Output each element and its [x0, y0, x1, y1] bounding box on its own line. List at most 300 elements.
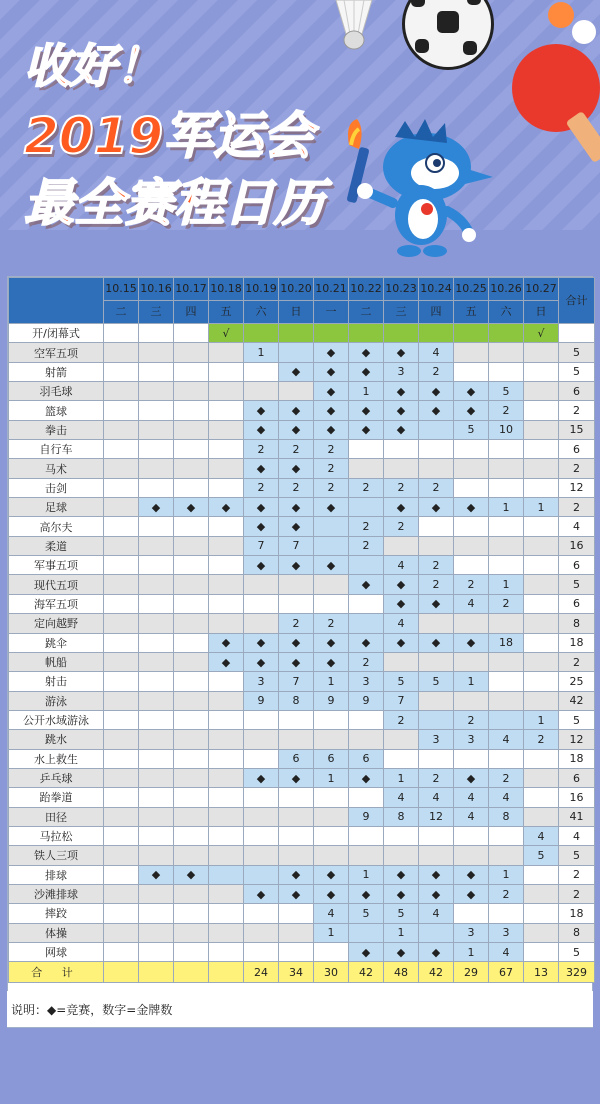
schedule-cell: 2: [314, 459, 349, 478]
schedule-cell: [139, 594, 174, 613]
schedule-cell: [104, 691, 139, 710]
schedule-cell: [174, 575, 209, 594]
schedule-cell: [279, 730, 314, 749]
schedule-cell: 7: [279, 672, 314, 691]
sport-name-cell: 高尔夫: [9, 517, 104, 536]
schedule-cell: [139, 633, 174, 652]
schedule-cell: [104, 904, 139, 923]
schedule-cell: [489, 614, 524, 633]
schedule-cell: [174, 594, 209, 613]
sport-name-cell: 马拉松: [9, 826, 104, 845]
schedule-cell: ◆: [349, 401, 384, 420]
schedule-cell: ◆: [314, 401, 349, 420]
schedule-cell: ◆: [419, 594, 454, 613]
row-total-cell: 16: [559, 788, 595, 807]
table-row: [9, 575, 595, 594]
schedule-cell: [244, 362, 279, 381]
schedule-cell: [139, 614, 174, 633]
schedule-cell: [139, 362, 174, 381]
date-header-10.15: 10.15: [104, 278, 139, 301]
schedule-cell: ◆: [454, 768, 489, 787]
date-header-10.19: 10.19: [244, 278, 279, 301]
date-header-10.17: 10.17: [174, 278, 209, 301]
schedule-cell: [314, 730, 349, 749]
schedule-cell: 2: [489, 401, 524, 420]
schedule-cell: [139, 923, 174, 942]
schedule-cell: [104, 730, 139, 749]
schedule-cell: [174, 730, 209, 749]
row-total-cell: 16: [559, 536, 595, 555]
sport-name-cell: 海军五项: [9, 594, 104, 613]
schedule-cell: 2: [314, 614, 349, 633]
schedule-cell: [104, 324, 139, 343]
schedule-cell: [314, 575, 349, 594]
row-total-cell: 18: [559, 904, 595, 923]
schedule-cell: [209, 594, 244, 613]
schedule-cell: [174, 343, 209, 362]
schedule-cell: [454, 440, 489, 459]
schedule-cell: 18: [489, 633, 524, 652]
schedule-cell: [244, 846, 279, 865]
schedule-cell: [104, 768, 139, 787]
daily-total-cell: 67: [489, 962, 524, 983]
schedule-cell: [349, 730, 384, 749]
schedule-cell: 2: [279, 614, 314, 633]
schedule-cell: [104, 846, 139, 865]
sport-name-cell: 田径: [9, 807, 104, 826]
schedule-cell: [419, 420, 454, 439]
schedule-cell: 3: [489, 923, 524, 942]
schedule-cell: ◆: [349, 884, 384, 903]
schedule-cell: 1: [489, 865, 524, 884]
table-row: [9, 865, 595, 884]
schedule-cell: 4: [489, 730, 524, 749]
schedule-cell: ◆: [384, 594, 419, 613]
schedule-cell: [104, 401, 139, 420]
schedule-cell: [419, 614, 454, 633]
schedule-cell: ◆: [384, 401, 419, 420]
row-total-cell: 41: [559, 807, 595, 826]
schedule-cell: 4: [454, 788, 489, 807]
row-total-cell: 25: [559, 672, 595, 691]
table-row: [9, 846, 595, 865]
schedule-cell: [489, 324, 524, 343]
schedule-cell: [314, 710, 349, 729]
schedule-cell: [139, 826, 174, 845]
schedule-cell: [174, 672, 209, 691]
schedule-cell: [209, 846, 244, 865]
schedule-cell: [174, 788, 209, 807]
schedule-cell: ◆: [454, 382, 489, 401]
schedule-cell: 4: [454, 594, 489, 613]
schedule-cell: [139, 788, 174, 807]
sport-name-cell: 跳伞: [9, 633, 104, 652]
schedule-cell: 3: [454, 730, 489, 749]
schedule-cell: ◆: [244, 420, 279, 439]
schedule-cell: [104, 633, 139, 652]
schedule-cell: 4: [489, 788, 524, 807]
banner-title-line3: 最全赛程日历: [24, 174, 324, 232]
schedule-cell: 8: [384, 807, 419, 826]
schedule-cell: [104, 614, 139, 633]
schedule-cell: [139, 517, 174, 536]
schedule-cell: ◆: [454, 401, 489, 420]
daily-total-cell: 24: [244, 962, 279, 983]
sport-name-cell: 网球: [9, 943, 104, 962]
table-row: [9, 943, 595, 962]
schedule-cell: [489, 652, 524, 671]
row-total-cell: 2: [559, 401, 595, 420]
schedule-cell: 4: [489, 943, 524, 962]
schedule-cell: [209, 807, 244, 826]
schedule-cell: ◆: [384, 575, 419, 594]
schedule-cell: [139, 575, 174, 594]
schedule-cell: 1: [384, 923, 419, 942]
schedule-cell: [174, 536, 209, 555]
schedule-cell: [384, 652, 419, 671]
banner-title-line1: 收好！: [24, 39, 162, 93]
sport-name-cell: 空军五项: [9, 343, 104, 362]
schedule-cell: [139, 846, 174, 865]
schedule-cell: [454, 556, 489, 575]
weekday-header: 二: [104, 301, 139, 324]
schedule-cell: [209, 943, 244, 962]
sport-name-cell: 篮球: [9, 401, 104, 420]
table-row: [9, 401, 595, 420]
date-header-10.21: 10.21: [314, 278, 349, 301]
schedule-cell: [209, 710, 244, 729]
schedule-cell: ◆: [419, 382, 454, 401]
schedule-cell: [279, 788, 314, 807]
schedule-cell: [419, 691, 454, 710]
schedule-cell: [454, 459, 489, 478]
schedule-cell: [104, 788, 139, 807]
schedule-cell: [279, 904, 314, 923]
row-total-cell: 6: [559, 382, 595, 401]
row-total-cell: 2: [559, 884, 595, 903]
row-total-cell: [559, 324, 595, 343]
schedule-cell: ◆: [174, 865, 209, 884]
schedule-cell: [489, 749, 524, 768]
schedule-cell: [489, 556, 524, 575]
schedule-cell: [209, 768, 244, 787]
row-total-cell: 2: [559, 498, 595, 517]
schedule-cell: ◆: [244, 498, 279, 517]
schedule-cell: [384, 440, 419, 459]
schedule-cell: [104, 459, 139, 478]
sport-name-cell: 跳水: [9, 730, 104, 749]
schedule-cell: 8: [279, 691, 314, 710]
schedule-cell: 2: [349, 536, 384, 555]
schedule-cell: ◆: [314, 382, 349, 401]
schedule-cell: [209, 478, 244, 497]
schedule-cell: 4: [384, 614, 419, 633]
schedule-cell: [349, 788, 384, 807]
schedule-cell: 1: [454, 943, 489, 962]
row-total-cell: 42: [559, 691, 595, 710]
schedule-cell: [419, 517, 454, 536]
schedule-cell: [209, 884, 244, 903]
schedule-cell: [279, 846, 314, 865]
schedule-cell: 5: [489, 382, 524, 401]
schedule-cell: [279, 382, 314, 401]
sport-name-cell: 击剑: [9, 478, 104, 497]
schedule-cell: [489, 478, 524, 497]
schedule-cell: [174, 652, 209, 671]
schedule-cell: 4: [454, 807, 489, 826]
schedule-cell: [174, 904, 209, 923]
sport-name-cell: 定向越野: [9, 614, 104, 633]
table-row: [9, 768, 595, 787]
table-row: [9, 517, 595, 536]
schedule-cell: [419, 923, 454, 942]
schedule-cell: [524, 459, 559, 478]
schedule-cell: [174, 807, 209, 826]
schedule-cell: [384, 749, 419, 768]
schedule-cell: [104, 884, 139, 903]
schedule-cell: [524, 672, 559, 691]
schedule-cell: 12: [419, 807, 454, 826]
schedule-cell: [209, 343, 244, 362]
schedule-cell: ◆: [244, 517, 279, 536]
schedule-cell: ◆: [279, 498, 314, 517]
daily-total-cell: 48: [384, 962, 419, 983]
schedule-cell: 10: [489, 420, 524, 439]
schedule-cell: [489, 826, 524, 845]
schedule-cell: [244, 614, 279, 633]
sport-name-cell: 射箭: [9, 362, 104, 381]
daily-total-cell: [174, 962, 209, 983]
schedule-cell: 8: [489, 807, 524, 826]
schedule-cell: 2: [384, 710, 419, 729]
row-total-cell: 5: [559, 943, 595, 962]
sport-name-cell: 马术: [9, 459, 104, 478]
schedule-cell: 4: [384, 788, 419, 807]
schedule-cell: [454, 749, 489, 768]
schedule-cell: [419, 826, 454, 845]
table-row: [9, 343, 595, 362]
schedule-cell: 1: [524, 498, 559, 517]
schedule-cell: [174, 943, 209, 962]
weekday-header: 日: [524, 301, 559, 324]
schedule-cell: [349, 846, 384, 865]
weekday-header: 一: [314, 301, 349, 324]
schedule-cell: [419, 536, 454, 555]
schedule-cell: [244, 324, 279, 343]
table-row: [9, 923, 595, 942]
schedule-cell: ◆: [419, 498, 454, 517]
schedule-cell: ◆: [314, 556, 349, 575]
schedule-cell: [174, 556, 209, 575]
schedule-cell: [384, 324, 419, 343]
schedule-cell: 5: [524, 846, 559, 865]
schedule-cell: [139, 884, 174, 903]
schedule-cell: [524, 536, 559, 555]
schedule-cell: ◆: [244, 633, 279, 652]
schedule-cell: [524, 382, 559, 401]
schedule-cell: [524, 788, 559, 807]
schedule-cell: 6: [279, 749, 314, 768]
schedule-cell: [104, 517, 139, 536]
table-row: [9, 594, 595, 613]
schedule-cell: [139, 536, 174, 555]
schedule-cell: ◆: [419, 401, 454, 420]
schedule-cell: [244, 710, 279, 729]
schedule-cell: ◆: [314, 865, 349, 884]
schedule-cell: [524, 691, 559, 710]
table-row: [9, 710, 595, 729]
row-total-cell: 4: [559, 517, 595, 536]
schedule-cell: [489, 362, 524, 381]
schedule-cell: [489, 672, 524, 691]
schedule-cell: [104, 478, 139, 497]
schedule-cell: [104, 865, 139, 884]
schedule-cell: [524, 478, 559, 497]
schedule-cell: ◆: [349, 420, 384, 439]
schedule-cell: ◆: [454, 498, 489, 517]
table-row: [9, 324, 595, 343]
schedule-cell: 5: [349, 904, 384, 923]
schedule-cell: 1: [314, 768, 349, 787]
schedule-cell: [314, 826, 349, 845]
schedule-cell: [174, 459, 209, 478]
sport-name-cell: 乒乓球: [9, 768, 104, 787]
table-row: [9, 691, 595, 710]
schedule-cell: 9: [314, 691, 349, 710]
schedule-cell: [524, 633, 559, 652]
schedule-cell: 2: [524, 730, 559, 749]
schedule-cell: [139, 730, 174, 749]
schedule-cell: 1: [314, 923, 349, 942]
table-row: [9, 672, 595, 691]
schedule-cell: [174, 324, 209, 343]
schedule-cell: 2: [349, 517, 384, 536]
schedule-cell: [524, 517, 559, 536]
schedule-cell: [279, 710, 314, 729]
schedule-cell: [454, 478, 489, 497]
table-row: [9, 498, 595, 517]
sport-name-cell: 沙滩排球: [9, 884, 104, 903]
schedule-cell: ◆: [419, 943, 454, 962]
weekday-header: 五: [209, 301, 244, 324]
schedule-cell: 2: [419, 556, 454, 575]
schedule-cell: 4: [384, 556, 419, 575]
sport-name-cell: 射击: [9, 672, 104, 691]
schedule-cell: [209, 401, 244, 420]
date-header-10.16: 10.16: [139, 278, 174, 301]
schedule-cell: 2: [419, 575, 454, 594]
table-row: [9, 440, 595, 459]
schedule-cell: [524, 343, 559, 362]
schedule-cell: [244, 788, 279, 807]
date-header-10.27: 10.27: [524, 278, 559, 301]
schedule-cell: ◆: [384, 343, 419, 362]
white-ball-icon: [572, 20, 596, 44]
schedule-cell: [454, 517, 489, 536]
schedule-cell: [174, 826, 209, 845]
daily-total-cell: 42: [349, 962, 384, 983]
table-row: [9, 478, 595, 497]
weekday-header: 六: [244, 301, 279, 324]
schedule-cell: [489, 846, 524, 865]
schedule-cell: [279, 324, 314, 343]
schedule-cell: ◆: [279, 420, 314, 439]
schedule-cell: [104, 382, 139, 401]
schedule-cell: ◆: [279, 633, 314, 652]
schedule-cell: [454, 652, 489, 671]
table-row: [9, 556, 595, 575]
schedule-cell: [209, 614, 244, 633]
sport-name-cell: 军事五项: [9, 556, 104, 575]
schedule-cell: [104, 362, 139, 381]
schedule-cell: [209, 556, 244, 575]
schedule-cell: 7: [279, 536, 314, 555]
date-header-10.25: 10.25: [454, 278, 489, 301]
schedule-cell: [524, 594, 559, 613]
schedule-cell: [139, 420, 174, 439]
schedule-cell: [174, 633, 209, 652]
schedule-cell: ◆: [384, 420, 419, 439]
schedule-cell: ◆: [279, 768, 314, 787]
schedule-cell: [174, 923, 209, 942]
schedule-cell: 4: [419, 788, 454, 807]
sport-name-cell: 排球: [9, 865, 104, 884]
schedule-cell: ◆: [244, 556, 279, 575]
schedule-cell: [244, 749, 279, 768]
date-header-10.20: 10.20: [279, 278, 314, 301]
schedule-cell: [524, 923, 559, 942]
schedule-cell: 2: [419, 478, 454, 497]
schedule-cell: 1: [454, 672, 489, 691]
weekday-header: 五: [454, 301, 489, 324]
schedule-cell: 2: [419, 362, 454, 381]
schedule-cell: [104, 498, 139, 517]
schedule-cell: [489, 459, 524, 478]
schedule-cell: [524, 575, 559, 594]
schedule-cell: 3: [419, 730, 454, 749]
schedule-cell: ◆: [419, 865, 454, 884]
schedule-cell: [454, 826, 489, 845]
table-row: [9, 420, 595, 439]
schedule-cell: [139, 556, 174, 575]
schedule-cell: [524, 440, 559, 459]
schedule-cell: 3: [454, 923, 489, 942]
date-header-10.23: 10.23: [384, 278, 419, 301]
grand-total-row: [9, 962, 595, 983]
schedule-table-panel: [7, 276, 593, 1028]
schedule-cell: [174, 691, 209, 710]
schedule-cell: [139, 807, 174, 826]
sport-name-cell: 柔道: [9, 536, 104, 555]
schedule-cell: [244, 730, 279, 749]
schedule-cell: ◆: [384, 633, 419, 652]
weekday-header: 日: [279, 301, 314, 324]
schedule-cell: 1: [314, 672, 349, 691]
schedule-cell: [454, 691, 489, 710]
weekday-header: 四: [419, 301, 454, 324]
schedule-cell: [524, 768, 559, 787]
daily-total-cell: 30: [314, 962, 349, 983]
corner-header-cell: [9, 278, 104, 324]
schedule-cell: [314, 517, 349, 536]
row-total-cell: 5: [559, 846, 595, 865]
table-row: [9, 459, 595, 478]
schedule-cell: [209, 749, 244, 768]
schedule-cell: 1: [384, 768, 419, 787]
schedule-cell: [524, 865, 559, 884]
schedule-cell: [524, 614, 559, 633]
table-row: [9, 362, 595, 381]
